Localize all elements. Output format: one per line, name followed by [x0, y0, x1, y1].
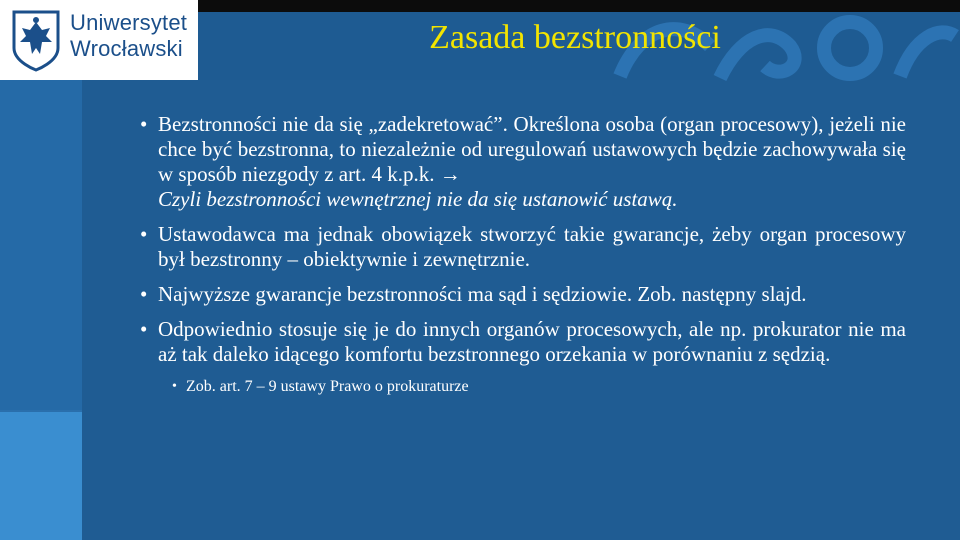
- bullet-item: [140, 317, 906, 367]
- bullet-text: Najwyższe gwarancje bezstronności ma sąd i sędziowie. Zob. następny slajd.: [158, 282, 807, 306]
- bullet-icon: •: [140, 282, 148, 306]
- bullet-icon: •: [140, 222, 148, 246]
- sub-bullet-item: [172, 377, 906, 397]
- sub-bullet-text: Zob. art. 7 – 9 ustawy Prawo o prokuraturze: [186, 378, 469, 395]
- bullet-item: [140, 112, 906, 212]
- university-logo[interactable]: [0, 0, 198, 80]
- sub-bullet-icon: •: [172, 379, 177, 394]
- left-strip-block-lower: [0, 412, 82, 540]
- university-name: [70, 10, 187, 62]
- slide-body: [140, 112, 906, 397]
- slide-title: Zasada bezstronności: [429, 19, 721, 56]
- left-strip-block-upper: [0, 80, 82, 410]
- bullet-item: [140, 282, 906, 307]
- university-name-line1: Uniwersytet: [70, 10, 188, 35]
- university-name-line2: Wrocławski: [70, 36, 183, 61]
- bullet-icon: •: [140, 317, 148, 341]
- left-decorative-strip: [0, 80, 82, 540]
- bullet-text: Ustawodawca ma jednak obowiązek stworzyć takie gwarancje, żeby organ procesowy był bezstronny – obiektywnie i zewnętrznie.: [158, 222, 906, 271]
- bullet-icon: •: [140, 112, 148, 136]
- bullet-italic-text: Czyli bezstronności wewnętrznej nie da się ustanowić ustawą.: [158, 187, 678, 211]
- bullet-text: Odpowiednio stosuje się je do innych organów procesowych, ale np. prokurator nie ma aż tak daleko idącego komfortu bezstronnego orzekania w porównaniu z sędzią.: [158, 317, 906, 366]
- bullet-text: Bezstronności nie da się „zadekretować”. Określona osoba (organ procesowy), jeżeli nie chce być bezstronna, to niezależnie od uregulowań ustawowych będzie zachowywała się w sposób niezgody z art. 4 k.p.k. →: [158, 112, 906, 186]
- university-emblem-icon: [10, 8, 62, 72]
- bullet-item: [140, 222, 906, 272]
